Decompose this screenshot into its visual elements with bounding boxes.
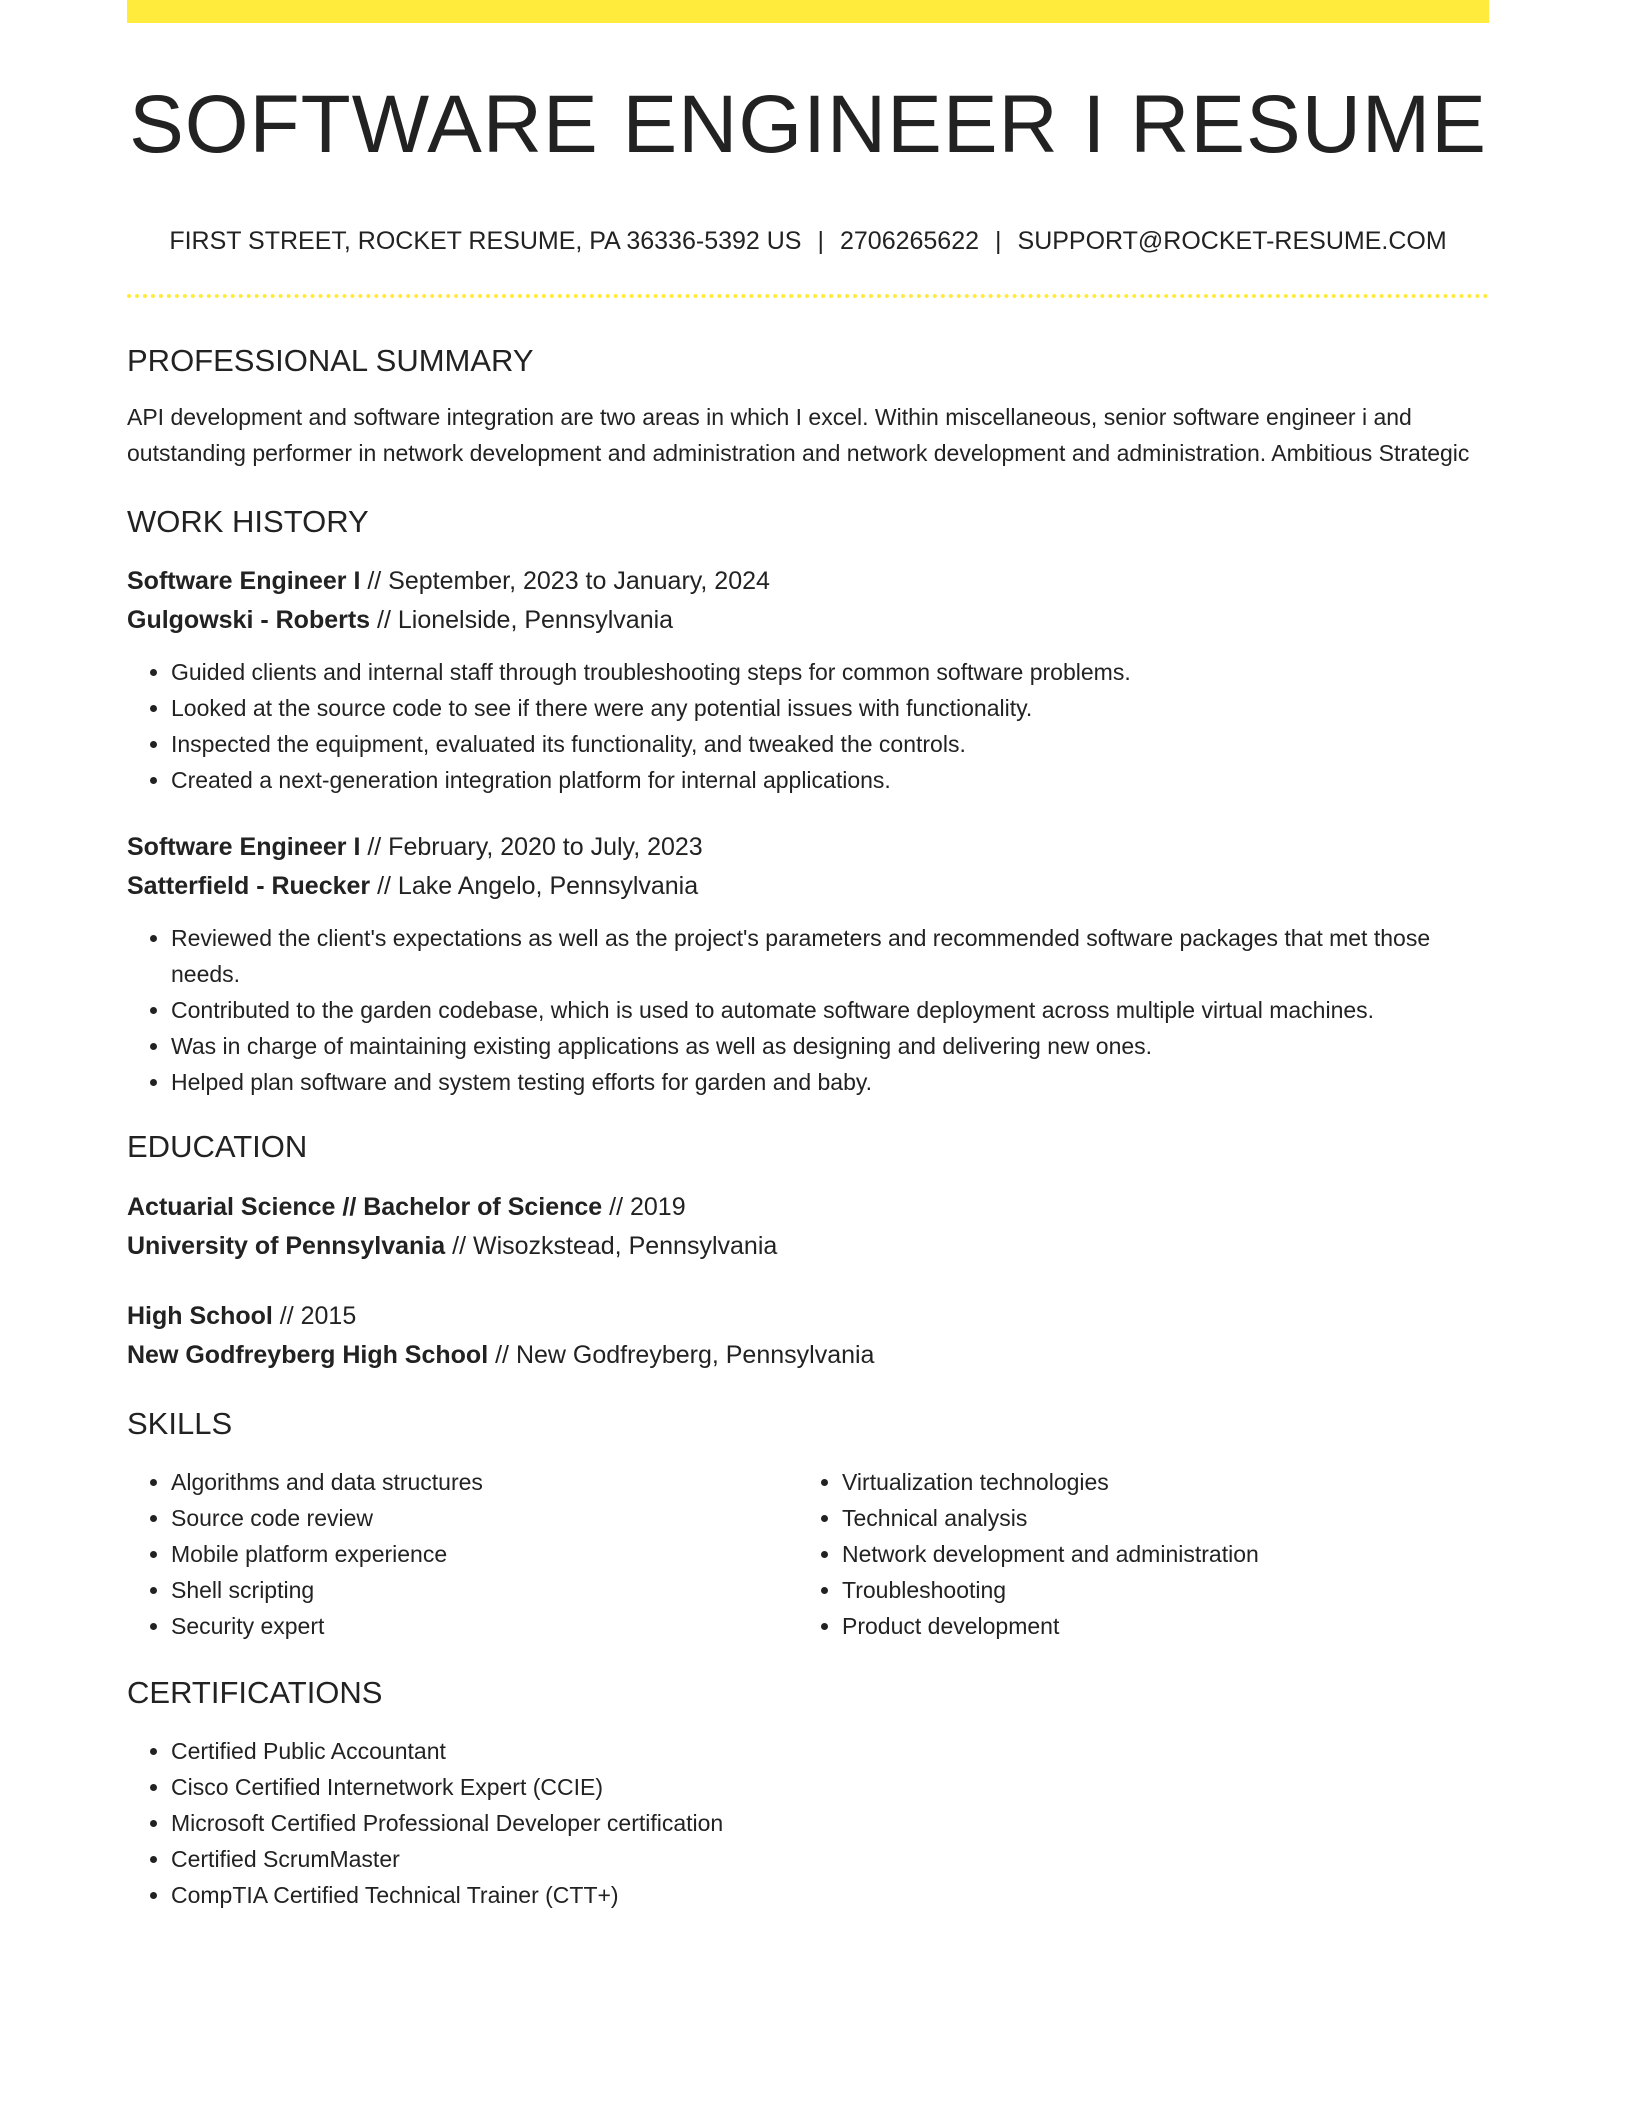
- section-heading-education: EDUCATION: [127, 1129, 308, 1165]
- list-item: • Security expert: [171, 1608, 808, 1644]
- education-entry: [127, 1297, 1489, 1375]
- list-item: • Algorithms and data structures: [171, 1464, 808, 1500]
- education-school-line: [127, 1227, 1489, 1266]
- contact-phone: 2706265622: [839, 227, 980, 255]
- education-degree: High School: [127, 1301, 273, 1330]
- education-entry: [127, 1188, 1489, 1266]
- job-company-line: [127, 601, 1489, 640]
- job-dates: // September, 2023 to January, 2024: [360, 567, 770, 596]
- list-item: • Reviewed the client's expectations as well as the project's parameters and recommended software packages that met those needs.: [171, 920, 1489, 992]
- resume-title: SOFTWARE ENGINEER I RESUME: [129, 79, 1487, 170]
- education-degree: Actuarial Science // Bachelor of Science: [127, 1192, 603, 1221]
- skills-column-right: [808, 1464, 1489, 1644]
- education-year: // 2015: [272, 1301, 357, 1330]
- education-degree-line: [127, 1188, 1489, 1227]
- section-heading-certifications: CERTIFICATIONS: [127, 1674, 383, 1710]
- job-location: // Lake Angelo, Pennsylvania: [370, 872, 699, 901]
- dotted-divider: [127, 294, 1489, 298]
- list-item: • Was in charge of maintaining existing applications as well as designing and delivering new ones.: [171, 1028, 1489, 1064]
- list-item: • Mobile platform experience: [171, 1536, 808, 1572]
- contact-email: SUPPORT@ROCKET-RESUME.COM: [1017, 227, 1447, 255]
- list-item: • Technical analysis: [842, 1500, 1489, 1536]
- section-heading-skills: SKILLS: [127, 1405, 233, 1441]
- education-school: University of Pennsylvania: [127, 1231, 446, 1260]
- skills-column-left: [127, 1464, 808, 1644]
- list-item: • Guided clients and internal staff through troubleshooting steps for common software problems.: [171, 654, 1489, 690]
- skills-list: [798, 1464, 1489, 1644]
- resume-page: [127, 0, 1489, 1913]
- list-item: • Shell scripting: [171, 1572, 808, 1608]
- job-location: // Lionelside, Pennsylvania: [370, 606, 674, 635]
- skills-list: [127, 1464, 808, 1644]
- list-item: • Source code review: [171, 1500, 808, 1536]
- list-item: • Product development: [842, 1608, 1489, 1644]
- job-title-line: [127, 562, 1489, 601]
- education-location: // Wisozkstead, Pennsylvania: [445, 1231, 778, 1260]
- list-item: • CompTIA Certified Technical Trainer (CTT+): [171, 1877, 1489, 1913]
- job-title: Software Engineer I: [127, 567, 361, 596]
- education-degree-line: [127, 1297, 1489, 1336]
- job-title-line: [127, 828, 1489, 867]
- summary-text: API development and software integration are two areas in which I excel. Within miscellaneous, senior software engineer i and outstanding performer in network development and administration and network development and administration. Ambitious Strategic: [127, 404, 1470, 467]
- list-item: • Created a next-generation integration platform for internal applications.: [171, 762, 1489, 798]
- job-bullets: [127, 654, 1489, 798]
- list-item: • Troubleshooting: [842, 1572, 1489, 1608]
- certifications-list: [127, 1733, 1489, 1913]
- job-company: Gulgowski - Roberts: [127, 606, 371, 635]
- list-item: • Helped plan software and system testing efforts for garden and baby.: [171, 1064, 1489, 1100]
- skills-columns: [127, 1464, 1489, 1644]
- list-item: • Cisco Certified Internetwork Expert (CCIE): [171, 1769, 1489, 1805]
- accent-bar: [127, 0, 1489, 23]
- list-item: • Virtualization technologies: [842, 1464, 1489, 1500]
- job-title: Software Engineer I: [127, 833, 361, 862]
- list-item: • Certified Public Accountant: [171, 1733, 1489, 1769]
- list-item: • Microsoft Certified Professional Developer certification: [171, 1805, 1489, 1841]
- education-location: // New Godfreyberg, Pennsylvania: [488, 1340, 875, 1369]
- list-item: • Inspected the equipment, evaluated its functionality, and tweaked the controls.: [171, 726, 1489, 762]
- job-entry: [127, 828, 1489, 1100]
- list-item: • Contributed to the garden codebase, which is used to automate software deployment across multiple virtual machines.: [171, 992, 1489, 1028]
- education-year: // 2019: [602, 1192, 686, 1221]
- job-bullets: [127, 920, 1489, 1100]
- list-item: • Looked at the source code to see if there were any potential issues with functionality.: [171, 690, 1489, 726]
- job-company: Satterfield - Ruecker: [127, 872, 371, 901]
- contact-line: [127, 226, 1489, 256]
- list-item: • Network development and administration: [842, 1536, 1489, 1572]
- contact-address: FIRST STREET, ROCKET RESUME, PA 36336-5392 US: [169, 227, 802, 255]
- section-heading-work-history: WORK HISTORY: [127, 504, 369, 540]
- list-item: • Certified ScrumMaster: [171, 1841, 1489, 1877]
- contact-separator: |: [817, 227, 824, 255]
- section-heading-summary: PROFESSIONAL SUMMARY: [127, 343, 534, 378]
- job-company-line: [127, 867, 1489, 906]
- job-entry: [127, 562, 1489, 798]
- education-school-line: [127, 1336, 1489, 1375]
- education-school: New Godfreyberg High School: [127, 1340, 489, 1369]
- contact-separator: |: [995, 227, 1002, 255]
- job-dates: // February, 2020 to July, 2023: [360, 833, 703, 862]
